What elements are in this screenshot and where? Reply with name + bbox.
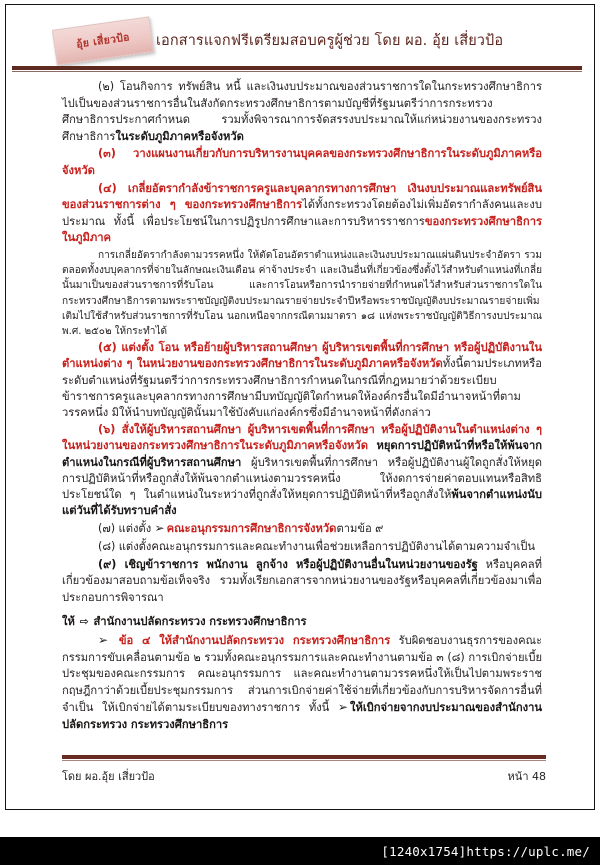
clause-item-6-black-mid: ผู้บริหารเขตพื้นที่การศึกษา หรือผู้ปฏิบัติงานผู้ใดถูกสั่งให้หยุดการปฏิบัติหน้าที่หรือถูกสั่งให้พ้นจากตำแหน่งตามวรรคหนึ่ง ให้งดการจ่ายค่าตอบแทนหรือสิทธิประโยชน์ใด ๆ ในตำแหน่งในระหว่างที่ถูกสั่งให้หยุดการปฏิบัติหน้าที่หรือถูกสั่งให้ xyxy=(62,455,542,501)
clause-item-9 xyxy=(62,557,542,607)
page-bottom-gap xyxy=(0,810,600,837)
assignment-line-lead: ให้ xyxy=(62,615,79,629)
clause-item-5-black-tail: ทั้งนี้ตามประเภทหรือระดับตำแหน่งที่รัฐมนตรีว่าการกระทรวงศึกษาธิการกำหนดในกรณีที่กฎหมายว่าด้วยระเบียบข้าราชการครูและบุคลากรทางการศึกษามีบทบัญญัติใดกำหนดให้องค์กรอื่นใดมีอำนาจหน้าที่ตามวรรคหนึ่ง มิให้นำบทบัญญัตินั้นมาใช้บังคับแก่องค์กรซึ่งมีอำนาจหน้าที่ดังกล่าว xyxy=(62,357,542,419)
footer-page-number: หน้า 48 xyxy=(507,769,546,783)
arrow-marker-icon-3: ➢ xyxy=(337,700,348,715)
right-arrow-icon: ⇨ xyxy=(79,615,89,629)
document-page xyxy=(5,4,595,810)
watermark-dimensions: [1240x1754] xyxy=(381,843,467,859)
paragraph-spacer xyxy=(62,607,542,614)
clause-item-2-bold-tail: ในระดับภูมิภาคหรือจังหวัด xyxy=(115,129,244,143)
clause-item-9-black-tail: หรือบุคคลที่เกี่ยวข้องมาสอบถามข้อเท็จจริง รวมทั้งเรียกเอกสารจากหน่วยงานของรัฐหรือบุคคลที่เกี่ยวข้องมาเพื่อประกอบการพิจารณา xyxy=(62,557,542,604)
clause-item-3-text: (๓) วางแผนงานเกี่ยวกับการบริหารงานบุคคลของกระทรวงศึกษาธิการในระดับภูมิภาคหรือจังหวัด xyxy=(62,147,542,177)
clause-item-2-lead: (๒) โอนกิจการ ทรัพย์สิน หนี้ และเงินงบประมาณของส่วนราชการใดในกระทรวงศึกษาธิการไปเป็นของส่วนราชการอื่นในสังกัดกระทรวงศึกษาธิการตามบัญชีที่รัฐมนตรีว่าการกระทรวงศึกษาธิการประกาศกำหนด รวมทั้งพิจารณาการจัดสรรงบประมาณให้แก่หน่วยงานของกระทรวงศึกษาธิการ xyxy=(62,80,542,143)
clause-4-black-mid: รับผิดชอบงานธุรการของคณะกรรมการขับเคลื่อนตามข้อ ๒ รวมทั้งคณะอนุกรรมการและคณะทำงานตามข้อ ๓ (๘) การเบิกจ่ายเบี้ยประชุมของคณะกรรมการ คณะอนุกรรมการ และคณะทำงานตามวรรคหนึ่งให้เป็นไปตามพระราชกฤษฎีกาว่าด้วยเบี้ยประชุมกรรมการ ส่วนการเบิกจ่ายค่าใช้จ่ายที่เกี่ยวข้องกับการบริหารจัดการอื่นที่จำเป็น ให้เบิกจ่ายได้ตามระเบียบของทางราชการ ทั้งนี้ xyxy=(62,633,542,715)
clause-item-7-tail: ตามข้อ ๙ xyxy=(336,522,384,536)
clause-item-4-subparagraph-text: การเกลี่ยอัตรากำลังตามวรรคหนึ่ง ให้ตัดโอนอัตราตำแหน่งและเงินงบประมาณแผ่นดินประจำอัตรา รวมตลอดทั้งงบบุคลากรที่จ่ายในลักษณะเงินเดือน ค่าจ้างประจำ และเงินอื่นที่เกี่ยวข้องซึ่งตั้งไว้สำหรับตำแหน่งที่เกลี่ยนั้นมาเป็นของส่วนราชการที่รับโอน และการโอนหรือการนำรายจ่ายที่กำหนดไว้สำหรับส่วนราชการใดในกระทรวงศึกษาธิการตามพระราชบัญญัติงบประมาณรายจ่ายประจำปีหรือพระราชบัญญัติงบประมาณรายจ่ายเพิ่มเติมไปใช้สำหรับส่วนราชการที่รับโอน นอกเหนือจากกรณีตามมาตรา ๑๘ แห่งพระราชบัญญัติวิธีการงบประมาณ พ.ศ. ๒๕๐๒ ให้กระทำได้ xyxy=(62,249,542,337)
watermark-label xyxy=(381,844,590,859)
footer-author: โดย ผอ.อุ้ย เสี่ยวป้อ xyxy=(62,769,155,783)
clause-item-8 xyxy=(62,539,542,556)
clause-4-block xyxy=(62,632,542,734)
watermark-url[interactable]: https://uplc.me/ xyxy=(466,843,590,859)
arrow-marker-icon: ➢ xyxy=(154,521,165,536)
clause-item-2 xyxy=(62,79,542,145)
page-inner xyxy=(6,5,594,809)
clause-item-7-red: คณะอนุกรรมการศึกษาธิการจังหวัด xyxy=(166,522,337,536)
clause-item-5-red-lead: (๕) แต่งตั้ง โอน หรือย้ายผู้บริหารสถานศึกษา ผู้บริหารเขตพื้นที่การศึกษา หรือผู้ปฏิบัติงานในตำแหน่งต่าง ๆ ในหน่วยงานของกระทรวงศึกษาธิการในระดับภูมิภาคหรือจังหวัด xyxy=(62,341,542,371)
document-footer xyxy=(6,755,594,795)
clause-item-6 xyxy=(62,422,542,519)
clause-item-4-red-lead: (๔) เกลี่ยอัตรากำลังข้าราชการครูและบุคลากรทางการศึกษา เงินงบประมาณและทรัพย์สินของส่วนราชการต่าง ๆ ของกระทรวงศึกษาธิการ xyxy=(62,181,542,212)
clause-item-9-bold-lead: (๙) เชิญข้าราชการ พนักงาน ลูกจ้าง หรือผู้ปฏิบัติงานอื่นในหน่วยงานของรัฐ xyxy=(98,557,478,571)
clause-item-6-red-lead: (๖) สั่งให้ผู้บริหารสถานศึกษา ผู้บริหารเขตพื้นที่การศึกษา หรือผู้ปฏิบัติงานในตำแหน่งต่าง ๆ ในหน่วยงานของกระทรวงศึกษาธิการในระดับภูมิภาคหรือจังหวัด xyxy=(62,423,542,453)
clause-4-bold-tail: ให้เบิกจ่ายจากงบประมาณของสำนักงานปลัดกระทรวง กระทรวงศึกษาธิการ xyxy=(62,701,542,731)
clause-item-4-red-tail: ของกระทรวงศึกษาธิการในภูมิภาค xyxy=(62,214,542,245)
arrow-marker-icon-2: ➢ xyxy=(98,632,109,647)
clause-4-red-lead: ข้อ ๔ ให้สำนักงานปลัดกระทรวง กระทรวงศึกษาธิการ xyxy=(110,633,391,647)
header-title: เอกสารแจกฟรีเตรียมสอบครูผู้ช่วย โดย ผอ. อุ้ย เสี่ยวป้อ xyxy=(156,33,504,49)
clause-item-3 xyxy=(62,146,542,179)
watermark-bar xyxy=(0,837,600,865)
assignment-line-text: สำนักงานปลัดกระทรวง กระทรวงศึกษาธิการ xyxy=(89,615,307,629)
clause-item-7 xyxy=(62,520,542,538)
header-rule xyxy=(12,66,582,70)
clause-item-4 xyxy=(62,181,542,247)
document-body xyxy=(6,79,594,751)
clause-item-5 xyxy=(62,340,542,421)
footer-row xyxy=(62,767,546,785)
footer-rule-thin xyxy=(62,760,546,761)
clause-item-4-subparagraph xyxy=(62,248,542,339)
assignment-line xyxy=(62,614,542,631)
clause-item-8-text: (๘) แต่งตั้งคณะอนุกรรมการและคณะทำงานเพื่อช่วยเหลือการปฏิบัติงานได้ตามความจำเป็น xyxy=(98,539,536,553)
clause-item-7-lead: (๗) แต่งตั้ง xyxy=(98,522,155,536)
clause-item-6-bold-tail: พ้นจากตำแหน่งนับแต่วันที่ได้รับทราบคำสั่ง xyxy=(62,487,542,518)
header-rule-thin xyxy=(12,71,582,72)
document-header xyxy=(6,5,594,77)
brand-badge-logo xyxy=(52,16,154,65)
footer-rule xyxy=(62,755,546,759)
clause-item-4-black-mid: ได้ทั้งกระทรวงโดยต้องไม่เพิ่มอัตรากำลังคนและงบประมาณ ทั้งนี้ เพื่อประโยชน์ในการปฏิรูปการศึกษาและการบริหารราชการ xyxy=(62,198,542,228)
clause-item-6-bold-mid: หยุดการปฏิบัติหน้าที่หรือให้พ้นจากตำแหน่งในกรณีที่ผู้บริหารสถานศึกษา xyxy=(62,439,542,469)
brand-badge-label: อุ้ย เสี่ยวป้อ xyxy=(75,31,131,51)
